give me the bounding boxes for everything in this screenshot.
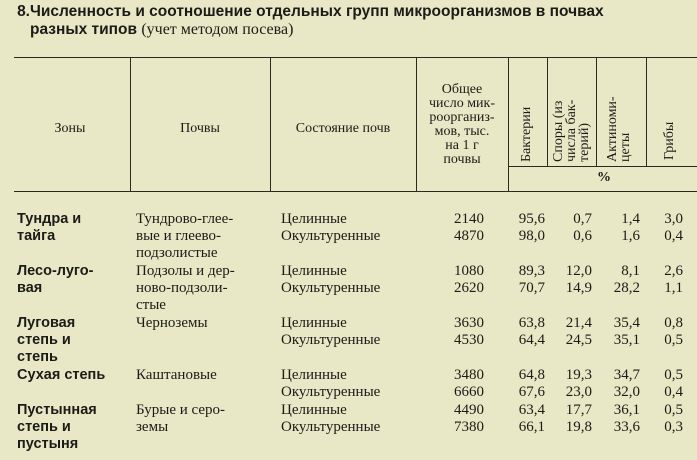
actino-pct: 34,7 32,0 — [613, 367, 640, 400]
col-divider — [508, 58, 509, 191]
header-fungi: Грибы — [662, 121, 677, 160]
col-divider — [270, 58, 271, 191]
table-row: Целинные Окультуренные — [281, 211, 381, 244]
header-soils: Почвы — [180, 121, 220, 136]
soil-label: Тундрово-глее- вые и глеево- подзолистые — [136, 211, 234, 261]
spores-pct: 12,0 14,9 — [565, 263, 592, 296]
actino-pct: 1,4 1,6 — [621, 211, 640, 244]
soil-label: Подзолы и дер- ново-подзоли- стые — [136, 263, 235, 313]
zone-label: Сухая степь — [17, 367, 106, 383]
header-spores: Споры (из числа бак- терий) — [551, 99, 592, 162]
actino-pct: 36,1 33,6 — [613, 402, 640, 435]
fungi-pct: 3,0 0,4 — [664, 211, 683, 244]
header-bacteria: Бактерии — [519, 106, 534, 162]
table-title — [8, 3, 668, 39]
title-line-1: Численность и соотношение отдельных групп микроорганизмов в почвах — [30, 3, 604, 20]
soil-label: Бурые и серо- земы — [136, 402, 225, 435]
table-header-rule — [14, 191, 697, 192]
percent-rule — [509, 166, 697, 167]
bacteria-pct: 95,6 98,0 — [518, 211, 545, 244]
header-state: Состояние почв — [295, 121, 391, 136]
zone-label: Лесо-луго- вая — [17, 263, 94, 296]
bacteria-pct: 89,3 70,7 — [518, 263, 545, 296]
header-percent: % — [597, 170, 611, 185]
header-total: Общее число мик- роорганиз- мов, тыс. на 1 г почвы — [428, 82, 496, 167]
total-count: 1080 2620 — [454, 263, 484, 296]
col-divider — [416, 58, 417, 191]
fungi-pct: 2,6 1,1 — [664, 263, 683, 296]
spores-pct: 19,3 23,0 — [565, 367, 592, 400]
total-count: 3480 6660 — [454, 367, 484, 400]
title-line-2: разных типов — [30, 21, 137, 38]
table-row: Целинные Окультуренные — [281, 315, 381, 348]
total-count: 3630 4530 — [454, 315, 484, 348]
spores-pct: 0,7 0,6 — [573, 211, 592, 244]
zone-label: Тундра и тайга — [17, 211, 82, 244]
table-number: 8. — [17, 3, 30, 20]
total-count: 2140 4870 — [454, 211, 484, 244]
total-count: 4490 7380 — [454, 402, 484, 435]
col-divider — [547, 58, 548, 166]
spores-pct: 21,4 24,5 — [565, 315, 592, 348]
col-divider — [596, 58, 597, 166]
table-top-rule — [14, 57, 697, 58]
soil-label: Каштановые — [136, 367, 217, 383]
title-subtitle: (учет методом посева) — [141, 21, 294, 38]
zone-label: Луговая степь и степь — [17, 315, 76, 365]
bacteria-pct: 63,8 64,4 — [518, 315, 545, 348]
header-zones: Зоны — [54, 121, 86, 136]
bacteria-pct: 64,8 67,6 — [518, 367, 545, 400]
col-divider — [130, 58, 131, 191]
table-row: Целинные Окультуренные — [281, 263, 381, 296]
table-row: Целинные Окультуренные — [281, 367, 381, 400]
actino-pct: 8,1 28,2 — [613, 263, 640, 296]
soil-label: Черноземы — [136, 315, 208, 331]
actino-pct: 35,4 35,1 — [613, 315, 640, 348]
col-divider — [646, 58, 647, 166]
fungi-pct: 0,5 0,4 — [664, 367, 683, 400]
fungi-pct: 0,8 0,5 — [664, 315, 683, 348]
spores-pct: 17,7 19,8 — [565, 402, 592, 435]
table-row: Целинные Окультуренные — [281, 402, 381, 435]
header-actinomycetes: Актиноми- цеты — [605, 96, 633, 162]
fungi-pct: 0,5 0,3 — [664, 402, 683, 435]
bacteria-pct: 63,4 66,1 — [518, 402, 545, 435]
zone-label: Пустынная степь и пустыня — [17, 402, 97, 452]
